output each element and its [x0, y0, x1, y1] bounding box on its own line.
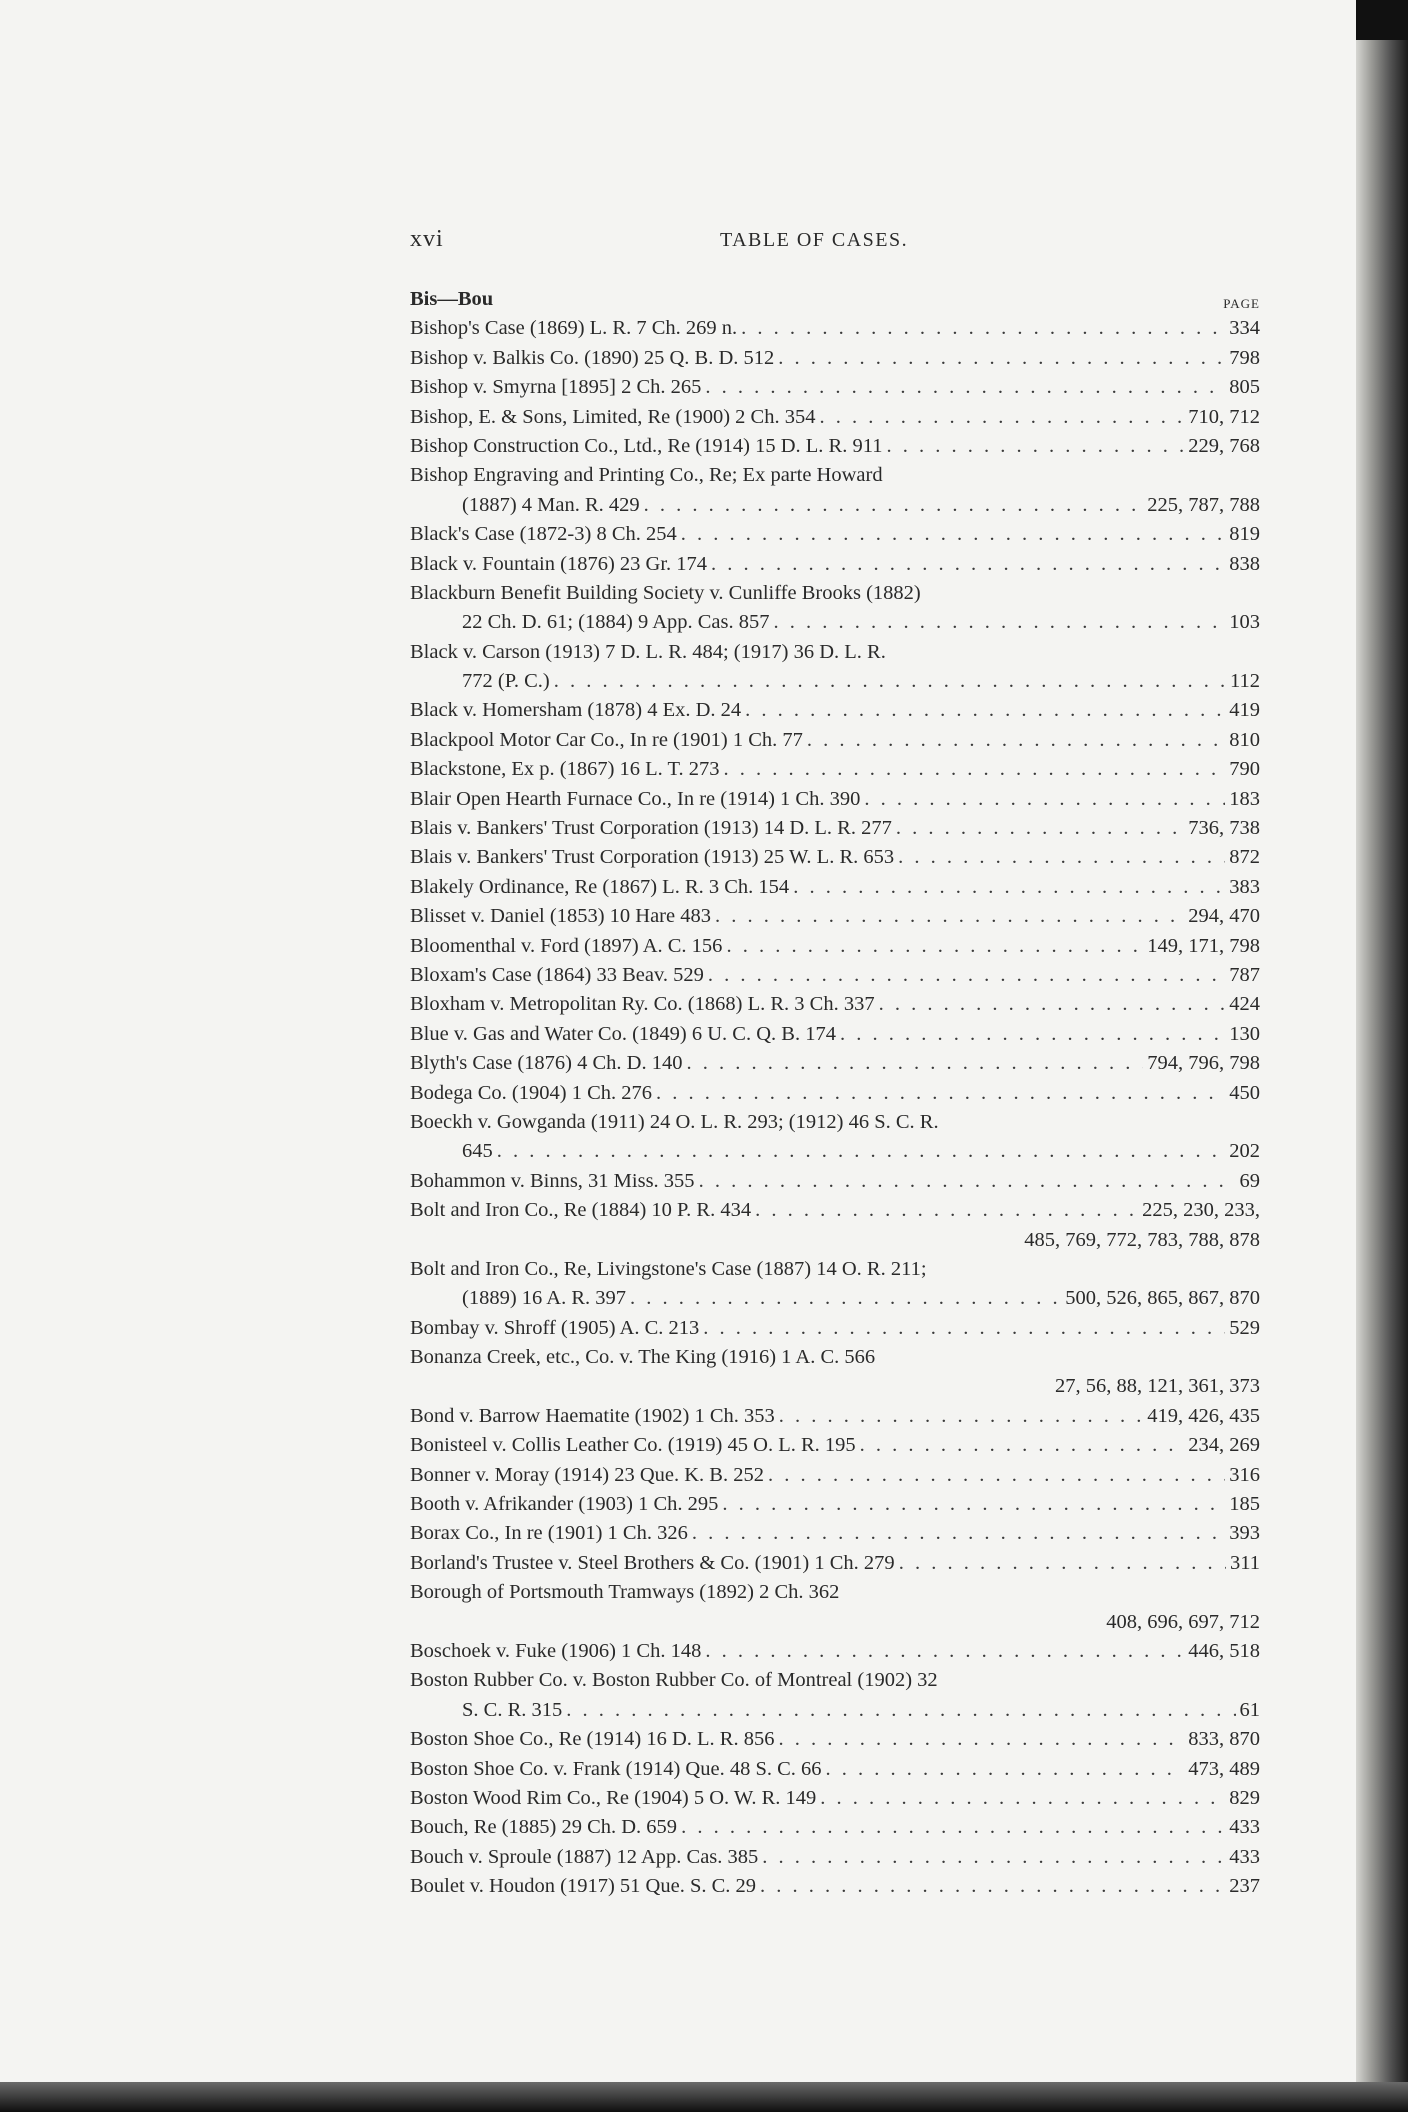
case-citation: Bolt and Iron Co., Re (1884) 10 P. R. 434	[410, 1199, 752, 1222]
case-citation: Boston Shoe Co., Re (1914) 16 D. L. R. 856	[410, 1728, 775, 1751]
case-line	[410, 902, 1260, 931]
case-line	[410, 1431, 1260, 1460]
case-line	[410, 1637, 1260, 1666]
case-citation: Bonner v. Moray (1914) 23 Que. K. B. 252	[410, 1463, 764, 1486]
case-citation: Bloxam's Case (1864) 33 Beav. 529	[410, 963, 704, 986]
page-references: 805	[1229, 376, 1260, 399]
case-citation: Boston Shoe Co. v. Frank (1914) Que. 48 S. C. 66	[410, 1757, 822, 1780]
case-citation: Bonanza Creek, etc., Co. v. The King (1916) 1 A. C. 566	[410, 1346, 876, 1369]
case-entry	[410, 873, 1260, 902]
case-citation: Blyth's Case (1876) 4 Ch. D. 140	[410, 1052, 683, 1075]
page-references: 183	[1229, 787, 1260, 810]
page-references: 225, 787, 788	[1147, 493, 1260, 516]
page-references: 736, 738	[1188, 817, 1260, 840]
case-line	[410, 1196, 1260, 1225]
case-entry	[410, 726, 1260, 755]
case-citation: Bishop v. Smyrna [1895] 2 Ch. 265	[410, 376, 702, 399]
dot-leader	[819, 403, 1184, 432]
page-references: 810	[1229, 728, 1260, 751]
dot-leader	[699, 1167, 1236, 1196]
page-references: 833, 870	[1188, 1728, 1260, 1751]
dot-leader	[896, 814, 1184, 843]
case-entries	[410, 314, 1260, 1901]
case-citation: 772 (P. C.)	[462, 670, 550, 693]
dot-leader	[755, 1196, 1138, 1225]
case-line	[410, 1666, 1260, 1695]
dot-leader	[566, 1696, 1235, 1725]
case-entry	[410, 1079, 1260, 1108]
dot-leader	[886, 432, 1184, 461]
case-entry	[410, 1637, 1260, 1666]
case-entry	[410, 520, 1260, 549]
case-citation: Bouch v. Sproule (1887) 12 App. Cas. 385	[410, 1845, 759, 1868]
case-line	[410, 1725, 1260, 1754]
case-line	[410, 1020, 1260, 1049]
case-entry	[410, 1519, 1260, 1548]
case-citation: Black's Case (1872-3) 8 Ch. 254	[410, 523, 677, 546]
case-entry	[410, 1049, 1260, 1078]
toc-header-row	[410, 285, 1260, 314]
dot-leader	[703, 1314, 1225, 1343]
case-entry	[410, 961, 1260, 990]
page-references: 27, 56, 88, 121, 361, 373	[1055, 1375, 1260, 1398]
case-entry	[410, 1402, 1260, 1431]
case-entry	[410, 550, 1260, 579]
alphabetical-range: Bis—Bou	[410, 288, 494, 310]
case-entry	[410, 1755, 1260, 1784]
case-entry	[410, 755, 1260, 784]
case-citation: Blais v. Bankers' Trust Corporation (1913) 14 D. L. R. 277	[410, 817, 892, 840]
case-citation: Blakely Ordinance, Re (1867) L. R. 3 Ch. 154	[410, 875, 790, 898]
page-references: 872	[1229, 846, 1260, 869]
case-citation: Bishop's Case (1869) L. R. 7 Ch. 269 n.	[410, 317, 738, 340]
dot-leader	[681, 520, 1226, 549]
case-line	[410, 373, 1260, 402]
case-line	[410, 1079, 1260, 1108]
case-entry	[410, 373, 1260, 402]
case-line	[410, 1490, 1260, 1519]
case-entry	[410, 403, 1260, 432]
page-references: 485, 769, 772, 783, 788, 878	[1024, 1228, 1260, 1251]
page-references: 450	[1229, 1081, 1260, 1104]
case-citation: (1887) 4 Man. R. 429	[462, 493, 640, 516]
page-references: 829	[1229, 1786, 1260, 1809]
case-line	[410, 344, 1260, 373]
case-citation: Bloxham v. Metropolitan Ry. Co. (1868) L. R. 3 Ch. 337	[410, 993, 875, 1016]
case-entry	[410, 1108, 1260, 1167]
page-references: 473, 489	[1188, 1757, 1260, 1780]
dot-leader	[779, 1402, 1143, 1431]
case-entry	[410, 1490, 1260, 1519]
dot-leader	[630, 1284, 1061, 1313]
page-references: 383	[1229, 875, 1260, 898]
case-line	[410, 1519, 1260, 1548]
case-continuation-line	[410, 1226, 1260, 1255]
page-references: 229, 768	[1188, 434, 1260, 457]
dot-leader	[708, 961, 1225, 990]
case-line	[410, 1843, 1260, 1872]
case-line	[410, 961, 1260, 990]
page-references: 500, 526, 865, 867, 870	[1065, 1287, 1260, 1310]
case-entry	[410, 1813, 1260, 1842]
case-line	[410, 873, 1260, 902]
case-entry	[410, 1314, 1260, 1343]
case-entry	[410, 1725, 1260, 1754]
case-citation: Bloomenthal v. Ford (1897) A. C. 156	[410, 934, 723, 957]
case-citation: Bouch, Re (1885) 29 Ch. D. 659	[410, 1816, 678, 1839]
case-citation: Borland's Trustee v. Steel Brothers & Co. (1901) 1 Ch. 279	[410, 1551, 895, 1574]
dot-leader	[778, 1725, 1184, 1754]
case-entry	[410, 1431, 1260, 1460]
page-header	[410, 226, 1260, 258]
dot-leader	[840, 1020, 1225, 1049]
case-citation: Bohammon v. Binns, 31 Miss. 355	[410, 1169, 695, 1192]
case-citation: 645	[462, 1140, 493, 1163]
case-citation: Bombay v. Shroff (1905) A. C. 213	[410, 1316, 700, 1339]
case-entry	[410, 314, 1260, 343]
case-line	[410, 550, 1260, 579]
page-references: 393	[1229, 1522, 1260, 1545]
page-references: 149, 171, 798	[1147, 934, 1260, 957]
case-continuation-line	[410, 1137, 1260, 1166]
case-citation: Boston Wood Rim Co., Re (1904) 5 O. W. R. 149	[410, 1786, 817, 1809]
case-continuation-line	[410, 491, 1260, 520]
case-citation: Blackburn Benefit Building Society v. Cunliffe Brooks (1882)	[410, 581, 921, 604]
case-entry	[410, 1549, 1260, 1578]
dot-leader	[705, 373, 1225, 402]
page-references: 185	[1229, 1493, 1260, 1516]
page-references: 529	[1229, 1316, 1260, 1339]
page-references: 61	[1239, 1698, 1260, 1721]
dot-leader	[774, 608, 1226, 637]
page-references: 798	[1229, 346, 1260, 369]
case-citation: Black v. Fountain (1876) 23 Gr. 174	[410, 552, 708, 575]
case-entry	[410, 1343, 1260, 1402]
book-edge-right	[1356, 40, 1408, 2112]
dot-leader	[879, 990, 1226, 1019]
dot-leader	[715, 902, 1184, 931]
dot-leader	[807, 726, 1225, 755]
case-line	[410, 785, 1260, 814]
case-citation: S. C. R. 315	[462, 1698, 563, 1721]
case-entry	[410, 696, 1260, 725]
case-entry	[410, 1666, 1260, 1725]
page-references: 316	[1229, 1463, 1260, 1486]
case-line	[410, 461, 1260, 490]
case-citation: Blackstone, Ex p. (1867) 16 L. T. 273	[410, 758, 720, 781]
page-references: 433	[1229, 1816, 1260, 1839]
dot-leader	[644, 491, 1144, 520]
dot-leader	[762, 1843, 1225, 1872]
page-column-label: PAGE	[1223, 296, 1260, 311]
case-citation: Blais v. Bankers' Trust Corporation (1913) 25 W. L. R. 653	[410, 846, 895, 869]
page-references: 710, 712	[1188, 405, 1260, 428]
page-references: 419, 426, 435	[1147, 1404, 1260, 1427]
page-references: 424	[1229, 993, 1260, 1016]
case-entry	[410, 1461, 1260, 1490]
case-citation: Black v. Carson (1913) 7 D. L. R. 484; (1917) 36 D. L. R.	[410, 640, 886, 663]
case-line	[410, 1049, 1260, 1078]
case-entry	[410, 461, 1260, 520]
page-references: 69	[1239, 1169, 1260, 1192]
case-entry	[410, 638, 1260, 697]
page-references: 311	[1230, 1551, 1260, 1574]
dot-leader	[705, 1637, 1184, 1666]
page-references: 446, 518	[1188, 1639, 1260, 1662]
case-line	[410, 1255, 1260, 1284]
case-continuation-line	[410, 1696, 1260, 1725]
case-continuation-line	[410, 608, 1260, 637]
case-citation: Boeckh v. Gowganda (1911) 24 O. L. R. 293; (1912) 46 S. C. R.	[410, 1110, 939, 1133]
page-references: 419	[1229, 699, 1260, 722]
case-entry	[410, 902, 1260, 931]
case-line	[410, 814, 1260, 843]
dot-leader	[826, 1755, 1185, 1784]
dot-leader	[724, 755, 1226, 784]
case-citation: Bishop Construction Co., Ltd., Re (1914) 15 D. L. R. 911	[410, 434, 883, 457]
case-line	[410, 1461, 1260, 1490]
case-entry	[410, 990, 1260, 1019]
dot-leader	[745, 696, 1225, 725]
case-citation: Booth v. Afrikander (1903) 1 Ch. 295	[410, 1493, 719, 1516]
case-citation: Bodega Co. (1904) 1 Ch. 276	[410, 1081, 652, 1104]
dot-leader	[760, 1872, 1225, 1901]
case-entry	[410, 1255, 1260, 1314]
case-line	[410, 1872, 1260, 1901]
case-entry	[410, 432, 1260, 461]
dot-leader	[860, 1431, 1185, 1460]
page-references: 433	[1229, 1845, 1260, 1868]
case-entry	[410, 1843, 1260, 1872]
dot-leader	[820, 1784, 1225, 1813]
case-citation: Blisset v. Daniel (1853) 10 Hare 483	[410, 905, 711, 928]
page-references: 787	[1229, 963, 1260, 986]
page-references: 225, 230, 233,	[1142, 1199, 1260, 1222]
case-line	[410, 1578, 1260, 1607]
page-references: 103	[1229, 611, 1260, 634]
case-line	[410, 1549, 1260, 1578]
dot-leader	[686, 1049, 1143, 1078]
running-title: TABLE OF CASES.	[720, 229, 909, 251]
page-references: 838	[1229, 552, 1260, 575]
page-references: 202	[1229, 1140, 1260, 1163]
case-continuation-line	[410, 1608, 1260, 1637]
dot-leader	[692, 1519, 1225, 1548]
case-continuation-line	[410, 667, 1260, 696]
case-citation: Black v. Homersham (1878) 4 Ex. D. 24	[410, 699, 742, 722]
case-entry	[410, 932, 1260, 961]
case-citation: Boston Rubber Co. v. Boston Rubber Co. of Montreal (1902) 32	[410, 1669, 938, 1692]
case-entry	[410, 814, 1260, 843]
dot-leader	[898, 843, 1225, 872]
book-edge-bottom	[0, 2082, 1408, 2112]
case-line	[410, 1108, 1260, 1137]
dot-leader	[899, 1549, 1226, 1578]
case-continuation-line	[410, 1284, 1260, 1313]
case-citation: Blue v. Gas and Water Co. (1849) 6 U. C. Q. B. 174	[410, 1022, 836, 1045]
page-references: 790	[1229, 758, 1260, 781]
case-line	[410, 1402, 1260, 1431]
page-references: 334	[1229, 317, 1260, 340]
case-line	[410, 403, 1260, 432]
case-citation: Bond v. Barrow Haematite (1902) 1 Ch. 353	[410, 1404, 775, 1427]
dot-leader	[722, 1490, 1225, 1519]
case-citation: Boschoek v. Fuke (1906) 1 Ch. 148	[410, 1639, 702, 1662]
case-line	[410, 638, 1260, 667]
dot-leader	[778, 344, 1225, 373]
case-line	[410, 1813, 1260, 1842]
case-line	[410, 755, 1260, 784]
case-entry	[410, 785, 1260, 814]
dot-leader	[497, 1137, 1226, 1166]
page-references: 237	[1229, 1875, 1260, 1898]
case-citation: (1889) 16 A. R. 397	[462, 1287, 626, 1310]
page-references: 819	[1229, 523, 1260, 546]
case-entry	[410, 1167, 1260, 1196]
case-line	[410, 579, 1260, 608]
case-line	[410, 1343, 1260, 1372]
page-references: 130	[1229, 1022, 1260, 1045]
case-line	[410, 990, 1260, 1019]
case-entry	[410, 344, 1260, 373]
dot-leader	[681, 1813, 1225, 1842]
page-references: 794, 796, 798	[1147, 1052, 1260, 1075]
page-references: 408, 696, 697, 712	[1106, 1610, 1260, 1633]
case-citation: Bonisteel v. Collis Leather Co. (1919) 45 O. L. R. 195	[410, 1434, 856, 1457]
case-line	[410, 520, 1260, 549]
case-citation: Bishop Engraving and Printing Co., Re; Ex parte Howard	[410, 464, 883, 487]
case-citation: Blair Open Hearth Furnace Co., In re (1914) 1 Ch. 390	[410, 787, 861, 810]
case-entry	[410, 1578, 1260, 1637]
dot-leader	[554, 667, 1226, 696]
dot-leader	[768, 1461, 1225, 1490]
table-of-cases	[410, 285, 1260, 1901]
case-entry	[410, 1196, 1260, 1255]
case-citation: Bishop v. Balkis Co. (1890) 25 Q. B. D. 512	[410, 346, 775, 369]
case-line	[410, 432, 1260, 461]
case-citation: Blackpool Motor Car Co., In re (1901) 1 Ch. 77	[410, 728, 803, 751]
page-references: 112	[1230, 670, 1260, 693]
dot-leader	[656, 1079, 1225, 1108]
case-entry	[410, 579, 1260, 638]
case-entry	[410, 843, 1260, 872]
case-citation: Borax Co., In re (1901) 1 Ch. 326	[410, 1522, 688, 1545]
page-references: 294, 470	[1188, 905, 1260, 928]
case-line	[410, 1784, 1260, 1813]
dot-leader	[793, 873, 1225, 902]
dot-leader	[711, 550, 1225, 579]
case-line	[410, 696, 1260, 725]
case-line	[410, 726, 1260, 755]
case-line	[410, 1755, 1260, 1784]
case-entry	[410, 1020, 1260, 1049]
case-citation: Bolt and Iron Co., Re, Livingstone's Case (1887) 14 O. R. 211;	[410, 1257, 927, 1280]
case-continuation-line	[410, 1372, 1260, 1401]
case-line	[410, 314, 1260, 343]
case-entry	[410, 1872, 1260, 1901]
case-citation: Boulet v. Houdon (1917) 51 Que. S. C. 29	[410, 1875, 757, 1898]
case-line	[410, 1314, 1260, 1343]
case-citation: Borough of Portsmouth Tramways (1892) 2 Ch. 362	[410, 1581, 840, 1604]
case-line	[410, 1167, 1260, 1196]
case-citation: Bishop, E. & Sons, Limited, Re (1900) 2 Ch. 354	[410, 405, 816, 428]
case-line	[410, 932, 1260, 961]
page-number: xvi	[410, 226, 444, 252]
page-references: 234, 269	[1188, 1434, 1260, 1457]
dot-leader	[741, 314, 1225, 343]
dot-leader	[726, 932, 1143, 961]
case-citation: 22 Ch. D. 61; (1884) 9 App. Cas. 857	[462, 611, 770, 634]
dot-leader	[864, 785, 1225, 814]
case-entry	[410, 1784, 1260, 1813]
case-line	[410, 843, 1260, 872]
